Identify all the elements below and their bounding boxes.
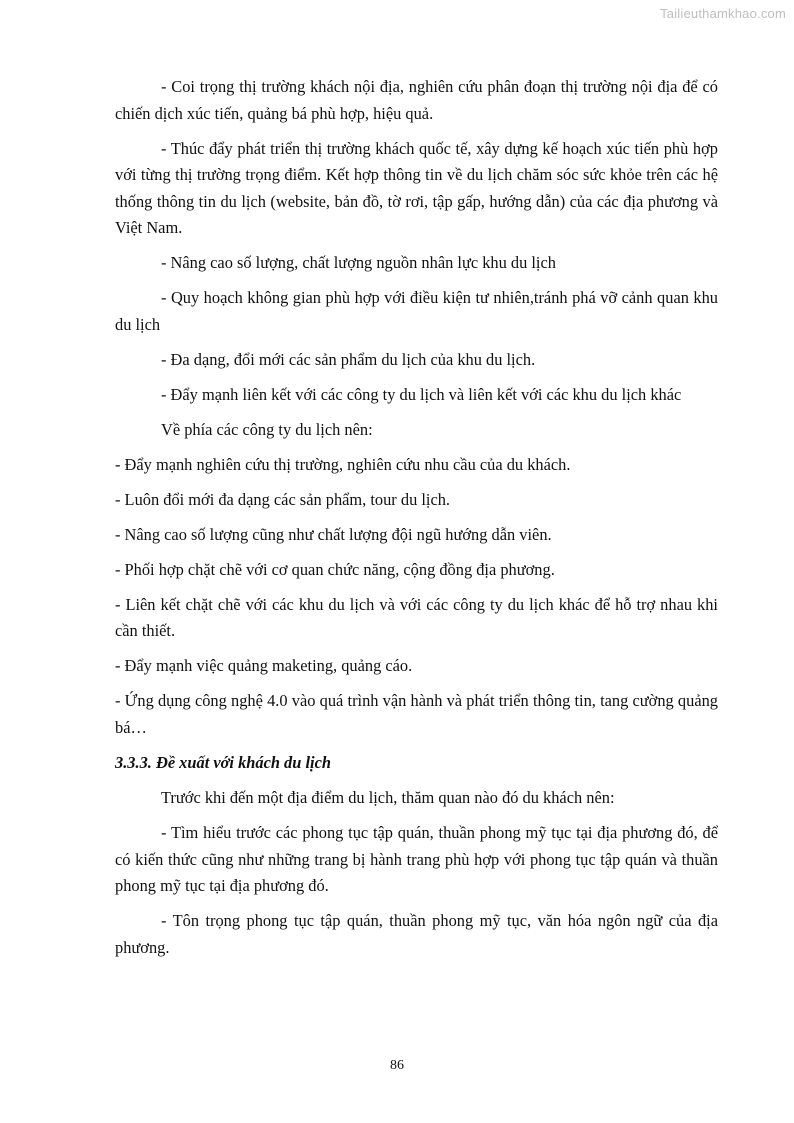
paragraph: - Tìm hiểu trước các phong tục tập quán, thuần phong mỹ tục tại địa phương đó, để có kiến thức cũng như những trang bị hành trang phù hợp với phong tục tập quán và thuần phong mỹ tục tại địa phương đó. xyxy=(115,823,718,895)
section-heading: 3.3.3. Đề xuất với khách du lịch xyxy=(115,752,331,772)
paragraph: - Thúc đẩy phát triển thị trường khách quốc tế, xây dựng kế hoạch xúc tiến phù hợp với từng thị trường trọng điểm. Kết hợp thông tin về du lịch chăm sóc sức khỏe trên các hệ thống thông tin du lịch (website, bản đồ, tờ rơi, tập gấp, hướng dẫn) của các địa phương và Việt Nam. xyxy=(115,138,718,237)
paragraph: - Phối hợp chặt chẽ với cơ quan chức năng, cộng đồng địa phương. xyxy=(115,559,555,579)
paragraph: - Luôn đổi mới đa dạng các sản phẩm, tour du lịch. xyxy=(115,489,451,509)
paragraph: Về phía các công ty du lịch nên: xyxy=(161,419,373,439)
paragraph: - Quy hoạch không gian phù hợp với điều kiện tư nhiên,tránh phá vỡ cảnh quan khu du lịch xyxy=(115,288,718,334)
page-number: 86 xyxy=(390,1058,404,1073)
paragraph: - Nâng cao số lượng cũng như chất lượng đội ngũ hướng dẫn viên. xyxy=(115,524,552,544)
paragraph: - Đẩy mạnh việc quảng maketing, quảng cáo. xyxy=(115,656,413,675)
paragraph: - Coi trọng thị trường khách nội địa, nghiên cứu phân đoạn thị trường nội địa để có chiến dịch xúc tiến, quảng bá phù hợp, hiệu quả. xyxy=(115,77,718,123)
paragraph: - Đẩy mạnh liên kết với các công ty du lịch và liên kết với các khu du lịch khác xyxy=(161,384,682,404)
paragraph: - Ứng dụng công nghệ 4.0 vào quá trình vận hành và phát triển thông tin, tang cường quảng bá… xyxy=(115,691,718,737)
paragraph: - Nâng cao số lượng, chất lượng nguồn nhân lực khu du lịch xyxy=(161,253,556,272)
watermark-text: Tailieuthamkhao.com xyxy=(660,6,786,21)
paragraph: Trước khi đến một địa điểm du lịch, thăm quan nào đó du khách nên: xyxy=(161,788,615,807)
paragraph: - Liên kết chặt chẽ với các khu du lịch và với các công ty du lịch khác để hỗ trợ nhau khi cần thiết. xyxy=(115,594,718,640)
paragraph: - Đa dạng, đổi mới các sản phẩm du lịch của khu du lịch. xyxy=(161,349,536,369)
paragraph: - Tôn trọng phong tục tập quán, thuần phong mỹ tục, văn hóa ngôn ngữ của địa phương. xyxy=(115,911,718,957)
paragraph: - Đẩy mạnh nghiên cứu thị trường, nghiên cứu nhu cầu của du khách. xyxy=(115,454,571,474)
paragraphs-after-heading xyxy=(115,785,718,961)
document-body xyxy=(115,74,718,970)
paragraphs-before-heading xyxy=(115,74,718,741)
